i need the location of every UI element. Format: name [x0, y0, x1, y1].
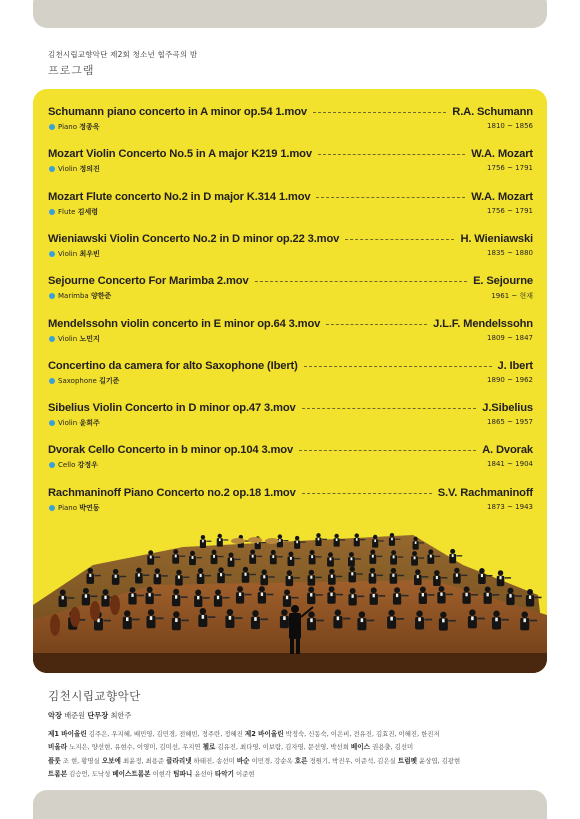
section-entry [166, 757, 235, 765]
soloist [58, 207, 98, 217]
performer: 양한준 [90, 292, 112, 301]
program-entry-row [48, 359, 533, 373]
circle-bullet-icon [49, 293, 55, 299]
performer: 길기준 [99, 376, 120, 385]
program-entry [48, 443, 533, 473]
circle-bullet-icon [49, 462, 55, 468]
leader-entry [48, 711, 85, 720]
dotted-leader [255, 281, 468, 282]
composer-years: 1756 ~ 1791 [487, 164, 533, 173]
program-entry-details [48, 164, 533, 174]
program-entry-row [48, 274, 533, 288]
instrument: Piano [58, 503, 78, 512]
soloist [58, 460, 98, 470]
section-role: 비올라 [48, 743, 68, 752]
section-entry [245, 730, 440, 738]
section-role: 제1 바이올린 [48, 730, 87, 738]
piece-title: Wieniawski Violin Concerto No.2 in D minor op.22 3.mov [48, 232, 340, 245]
orchestra-photo [33, 525, 547, 673]
instrument: Violin [58, 419, 78, 428]
piece-title: Schumann piano concerto in A minor op.54 1.mov [48, 106, 307, 118]
piece-title: Mozart Flute concerto No.2 in D major K.314 1.mov [48, 190, 311, 203]
section-entry [215, 770, 255, 778]
section-role: 트럼펫 [397, 756, 417, 765]
section-names: 윤상엽, 김광현 [419, 756, 461, 765]
bottom-decorative-tab [33, 790, 547, 819]
dotted-leader [318, 154, 465, 155]
section-role: 베이스 [350, 743, 371, 752]
program-entry-details [48, 249, 533, 259]
piece-title: Dvorak Cello Concerto in b minor op.104 3.mov [48, 444, 294, 457]
leader-role: 악장 [48, 711, 62, 720]
performer: 윤희주 [79, 419, 100, 428]
section-role: 호른 [294, 756, 308, 765]
program-entry [48, 190, 533, 220]
program-entry-details [48, 334, 533, 344]
program-entry [48, 105, 533, 135]
performer: 김세령 [77, 207, 98, 216]
program-entry-details [48, 460, 533, 470]
program-entry [48, 147, 533, 177]
soloist [58, 503, 100, 513]
section-names: 최윤정, 최용준 [122, 756, 165, 765]
section-role: 플룻 [48, 756, 61, 765]
instrument: Violin [58, 165, 78, 174]
instrument: Flute [58, 207, 76, 216]
program-panel [33, 89, 547, 673]
performer: 최우빈 [79, 249, 100, 258]
instrument: Cello [58, 461, 76, 470]
member-line [48, 741, 538, 754]
section-entry [48, 770, 110, 778]
section-role: 트롬본 [48, 769, 68, 778]
composer-years: 1865 ~ 1957 [487, 418, 533, 427]
section-entry [48, 730, 243, 738]
piece-title: Sejourne Concerto For Marimba 2.mov [48, 275, 249, 288]
section-names: 김주은, 우지혜, 배민영, 김민경, 전혜빈, 정주란, 정혜진 [88, 730, 243, 738]
composer-name: W.A. Mozart [471, 190, 533, 203]
program-entry-row [48, 105, 533, 119]
member-line [48, 728, 538, 741]
section-role: 클라리넷 [166, 756, 192, 765]
dotted-leader [326, 324, 427, 325]
section-entry [295, 757, 396, 765]
section-entry [203, 743, 349, 751]
section-role: 첼로 [202, 743, 216, 752]
piece-title: Rachmaninoff Piano Concerto no.2 op.18 1.mov [48, 486, 296, 499]
section-role: 팀파니 [173, 769, 193, 778]
dotted-leader [316, 197, 465, 198]
section-names: 김승언, 도낙성 [69, 769, 111, 778]
piece-title: Mozart Violin Concerto No.5 in A major K219 1.mov [48, 148, 312, 161]
section-names: 정원기, 박진우, 이준석, 김은실 [309, 756, 396, 765]
leader-role: 단무장 [87, 711, 109, 720]
program-entry-details [48, 376, 533, 386]
section-entry [351, 743, 413, 751]
instrument: Saxophone [58, 376, 97, 385]
orchestra-members [48, 728, 538, 781]
performer: 박연동 [79, 503, 100, 512]
member-line [48, 768, 538, 781]
dotted-leader [313, 112, 446, 113]
program-entry-row [48, 232, 533, 246]
instrument: Violin [58, 334, 78, 343]
concert-title: 김천시립교향악단 제2회 청소년 협주곡의 밤 [48, 50, 198, 59]
section-entry [48, 757, 100, 765]
soloist [58, 122, 100, 132]
section-names: 노지은, 양선현, 유현수, 이영미, 김미선, 우지연 [69, 743, 201, 752]
section-names: 이준현 [236, 769, 255, 778]
section-entry [173, 770, 213, 778]
performer: 강정우 [77, 461, 98, 470]
section-entry [398, 757, 460, 765]
section-entry [48, 743, 201, 751]
top-decorative-tab [33, 0, 547, 28]
section-names: 조 현, 황명실 [62, 756, 100, 765]
circle-bullet-icon [49, 209, 55, 215]
composer-years: 1835 ~ 1880 [487, 248, 533, 257]
orchestra-leaders [48, 711, 131, 721]
soloist [58, 164, 100, 174]
composer-years: 1756 ~ 1791 [487, 206, 533, 215]
section-names: 이현각 [152, 769, 172, 778]
composer-name: W.A. Mozart [471, 148, 533, 161]
performer: 노민지 [79, 334, 100, 343]
program-entry-details [48, 122, 533, 132]
instrument: Piano [58, 123, 78, 131]
composer-name: A. Dvorak [482, 444, 533, 457]
circle-bullet-icon [49, 420, 55, 426]
composer-years: 1873 ~ 1943 [487, 502, 533, 511]
composer-years: 1809 ~ 1847 [487, 333, 533, 342]
section-names: 하태진, 송선미 [193, 756, 235, 765]
dotted-leader [345, 239, 454, 240]
member-line [48, 755, 538, 768]
program-entry-details [48, 207, 533, 217]
program-entry-details [48, 503, 533, 513]
circle-bullet-icon [49, 378, 55, 384]
program-entry [48, 486, 533, 516]
composer-name: J. Ibert [497, 359, 533, 372]
composer-years: 1961 ~ 현재 [491, 292, 533, 301]
soloist [58, 291, 111, 301]
leader-names: 최한주 [110, 711, 132, 720]
program-entry [48, 232, 533, 262]
dotted-leader [304, 366, 492, 367]
composer-name: E. Sejourne [473, 275, 533, 288]
program-entry-row [48, 190, 533, 204]
program-entry [48, 401, 533, 431]
circle-bullet-icon [49, 166, 55, 172]
section-names: 권용출, 김선미 [372, 743, 414, 752]
leader-names: 배준원 [64, 711, 86, 720]
program-entry-row [48, 401, 533, 415]
instrument: Violin [58, 249, 78, 258]
section-names: 박정숙, 신동숙, 이은비, 전유진, 김효진, 이혜진, 한진저 [285, 730, 440, 738]
program-entry-row [48, 317, 533, 331]
program-entry-row [48, 486, 533, 500]
dotted-leader [299, 450, 476, 451]
section-role: 오보에 [101, 756, 121, 765]
piece-title: Concertino da camera for alto Saxophone (Ibert) [48, 359, 298, 372]
circle-bullet-icon [49, 251, 55, 257]
leader-entry [87, 711, 131, 720]
composer-name: R.A. Schumann [452, 106, 533, 118]
piece-title: Sibelius Violin Concerto in D minor op.47 3.mov [48, 402, 296, 415]
composer-name: H. Wieniawski [460, 232, 533, 245]
section-role: 타악기 [214, 769, 234, 778]
dotted-leader [302, 408, 477, 409]
performer: 정종욱 [79, 123, 100, 131]
section-role: 제2 바이올린 [244, 730, 284, 738]
performer: 정의진 [79, 165, 100, 174]
composer-name: J.Sibelius [482, 402, 533, 415]
circle-bullet-icon [49, 505, 55, 511]
section-entry [112, 770, 171, 778]
composer-years: 1890 ~ 1962 [487, 375, 533, 384]
section-names: 이민경, 강순옥 [251, 756, 293, 765]
soloist [58, 376, 119, 386]
program-entry [48, 274, 533, 304]
soloist [58, 418, 100, 428]
program-entry-row [48, 147, 533, 161]
soloist [58, 334, 100, 344]
composer-years: 1810 ~ 1856 [487, 122, 533, 130]
composer-name: S.V. Rachmaninoff [437, 486, 533, 499]
program-entry-row [48, 443, 533, 457]
program-entry [48, 317, 533, 347]
circle-bullet-icon [49, 124, 55, 130]
composer-name: J.L.F. Mendelssohn [433, 317, 533, 330]
program-heading: 프로그램 [48, 64, 95, 77]
circle-bullet-icon [49, 336, 55, 342]
instrument: Marimba [58, 292, 89, 301]
program-entry-details [48, 418, 533, 428]
soloist [58, 249, 100, 259]
dotted-leader [302, 493, 432, 494]
section-names: 윤선아 [194, 769, 213, 778]
section-names: 김유진, 최다영, 이보람, 김자영, 문선영, 박선희 [217, 743, 349, 752]
program-entry [48, 359, 533, 389]
orchestra-name: 김천시립교향악단 [48, 689, 141, 703]
section-role: 바순 [236, 756, 250, 765]
section-role: 베이스트롬본 [112, 769, 151, 778]
composer-years: 1841 ~ 1904 [487, 460, 533, 469]
piece-title: Mendelssohn violin concerto in E minor op.64 3.mov [48, 317, 321, 330]
section-entry [102, 757, 164, 765]
program-entry-details [48, 291, 533, 301]
section-entry [237, 757, 293, 765]
